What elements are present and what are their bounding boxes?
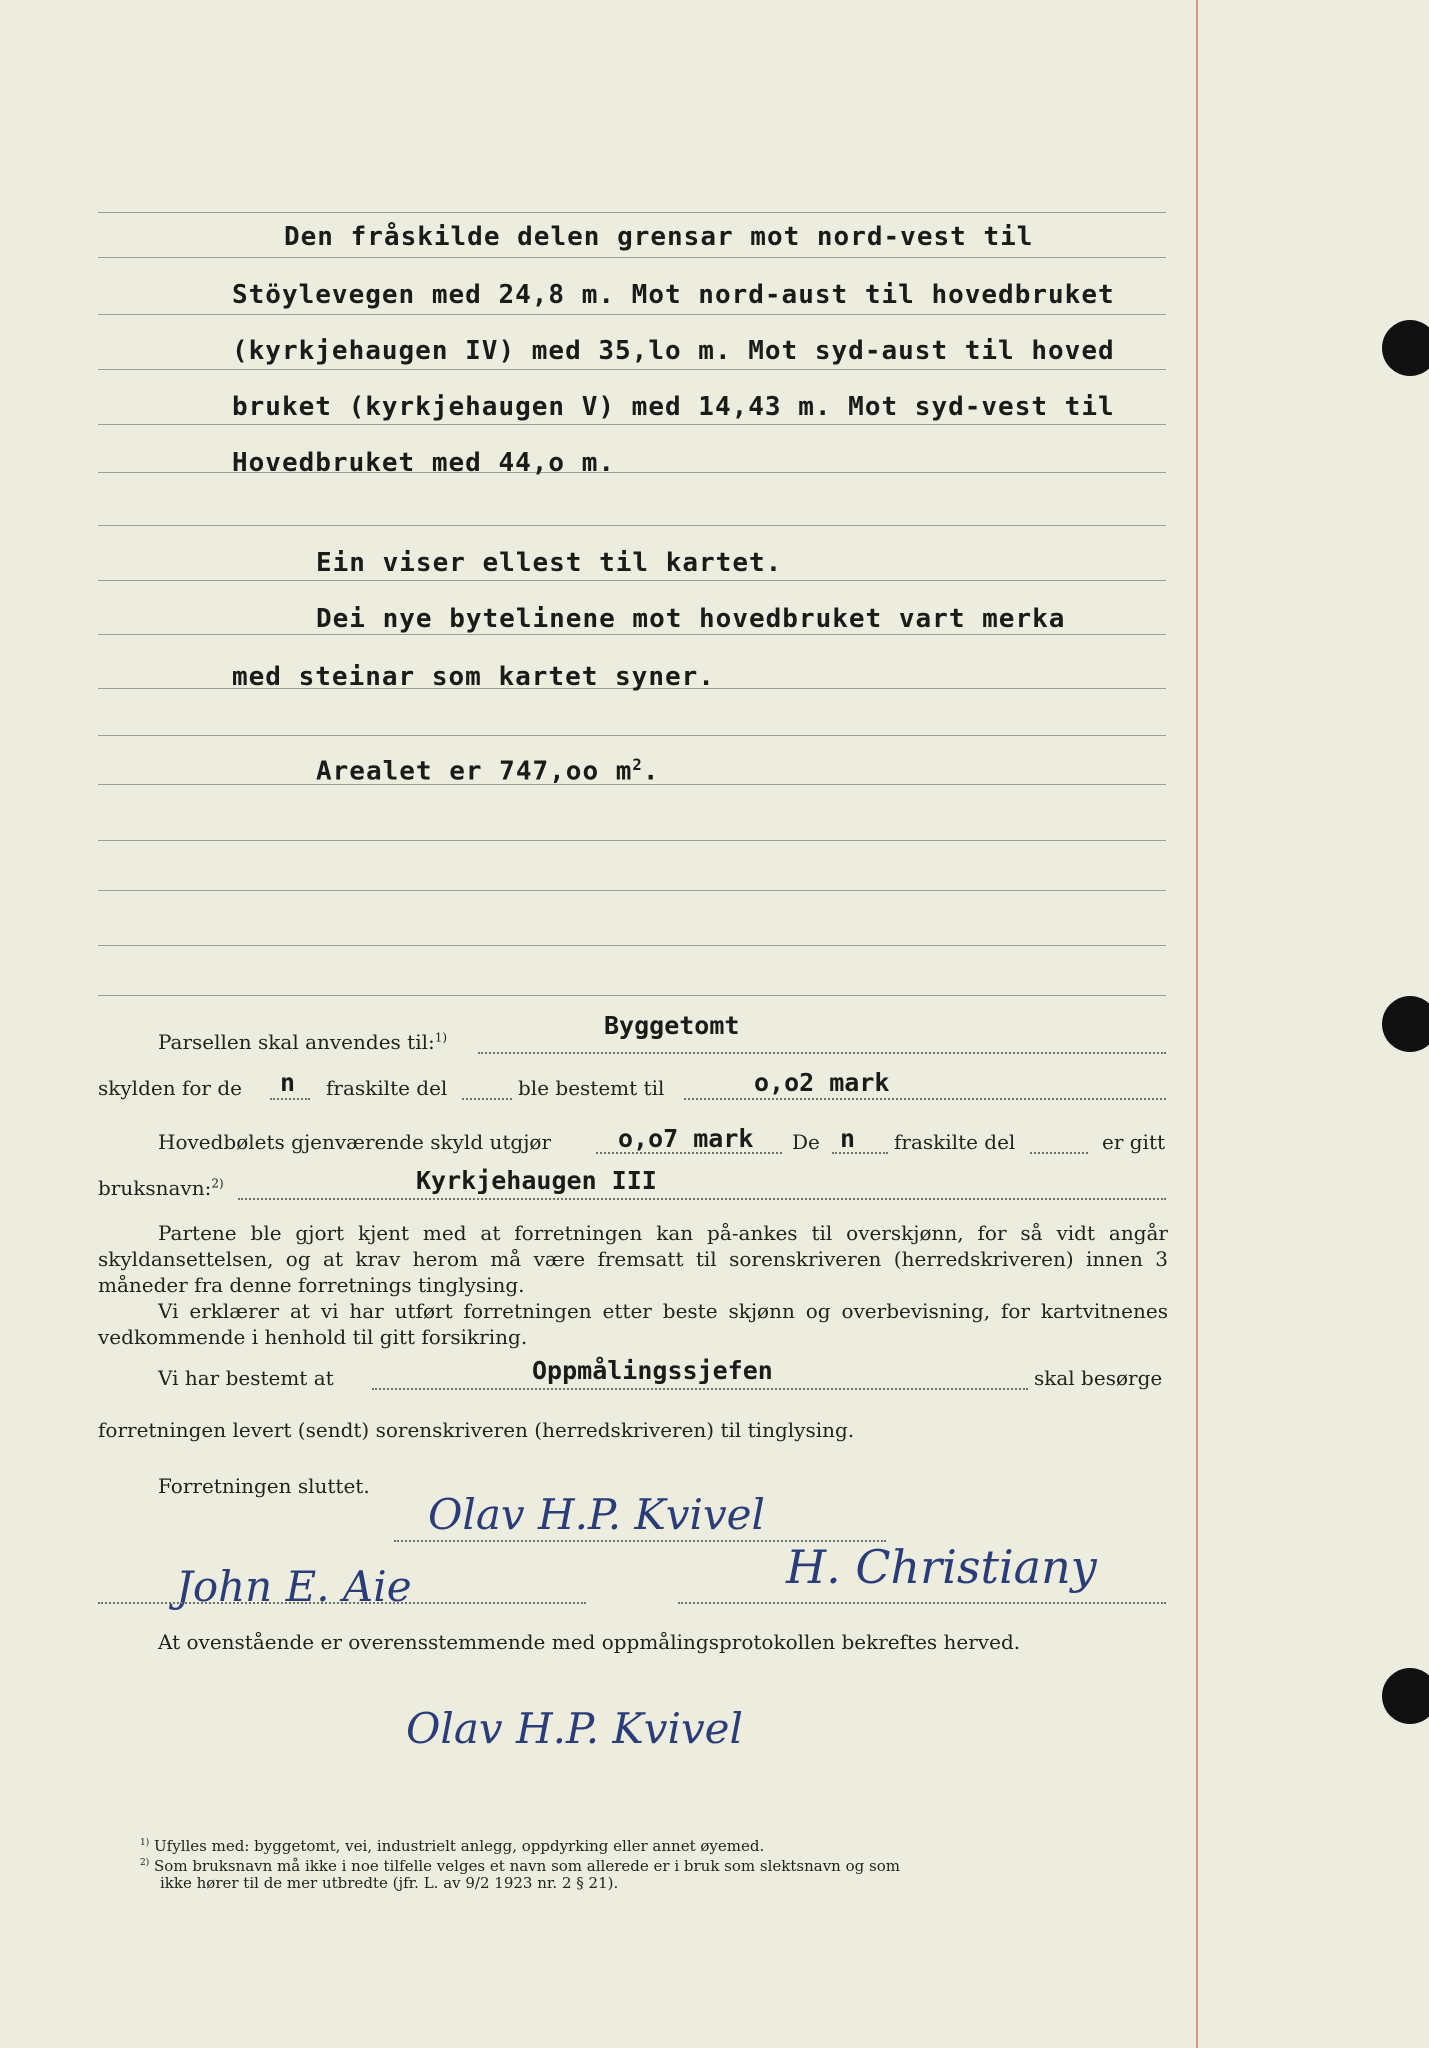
ruled-line xyxy=(98,840,1166,841)
hoved-fraskilte: fraskilte del xyxy=(894,1130,1016,1154)
hoved-gitt: er gitt xyxy=(1102,1130,1166,1154)
bruksnavn-dotted-line xyxy=(238,1198,1166,1200)
typed-line-1: Den fråskilde delen grensar mot nord-vest til xyxy=(284,222,1034,252)
footnote-2-mark: 2) xyxy=(140,1858,150,1868)
hoved-label: Hovedbølets gjenværende skyld utgjør xyxy=(158,1130,552,1154)
signature-1: Olav H.P. Kvivel xyxy=(428,1490,765,1539)
ruled-line xyxy=(98,424,1166,425)
ruled-line xyxy=(98,580,1166,581)
punch-hole-bottom xyxy=(1382,1668,1429,1724)
signature-line-2 xyxy=(98,1602,586,1604)
bestemt-end: skal besørge xyxy=(1034,1366,1163,1390)
skylden-dotted-2 xyxy=(462,1098,512,1100)
ruled-line xyxy=(98,995,1166,996)
ruled-line xyxy=(98,890,1166,891)
skylden-label-c: ble bestemt til xyxy=(518,1076,665,1100)
ruled-line xyxy=(98,257,1166,258)
levert-line: forretningen levert (sendt) sorenskriveren (herredskriveren) til tinglysing. xyxy=(98,1418,855,1442)
skylden-dotted-1 xyxy=(270,1098,310,1100)
area-statement xyxy=(316,756,659,787)
skylden-n: n xyxy=(280,1068,296,1097)
footnote-2-continued: ikke hører til de mer utbredte (jfr. L. av 9/2 1923 nr. 2 § 21). xyxy=(160,1874,619,1892)
red-margin-line xyxy=(1196,0,1198,2048)
parsellen-value: Byggetomt xyxy=(604,1011,740,1040)
signature-2: John E. Aie xyxy=(176,1562,412,1611)
footnote-1-text: Ufylles med: byggetomt, vei, industrielt anlegg, oppdyrking eller annet øyemed. xyxy=(154,1837,765,1855)
footnote-ref-2: 2) xyxy=(211,1176,224,1191)
punch-hole-middle xyxy=(1382,996,1429,1052)
bestemt-label: Vi har bestemt at xyxy=(158,1366,334,1390)
skylden-dotted-3 xyxy=(684,1098,1166,1100)
area-text: Arealet er 747,oo m xyxy=(316,756,633,787)
signature-4: Olav H.P. Kvivel xyxy=(406,1704,743,1753)
typed-line-4: bruket (kyrkjehaugen V) med 14,43 m. Mot syd-vest til xyxy=(232,392,1115,422)
parsellen-label xyxy=(158,1030,447,1054)
bruksnavn-label-text: bruksnavn: xyxy=(98,1176,212,1200)
footnote-2 xyxy=(140,1854,900,1875)
hoved-n: n xyxy=(840,1124,856,1153)
bruksnavn-value: Kyrkjehaugen III xyxy=(416,1166,657,1195)
typed-line-8: med steinar som kartet syner. xyxy=(232,662,715,692)
hoved-dotted-2 xyxy=(832,1152,888,1154)
skylden-label-a: skylden for de xyxy=(98,1076,242,1100)
ruled-line xyxy=(98,634,1166,635)
parsellen-dotted-line xyxy=(478,1052,1166,1054)
area-superscript: 2 xyxy=(632,756,643,774)
ruled-line xyxy=(98,525,1166,526)
ruled-line xyxy=(98,369,1166,370)
hoved-dotted-3 xyxy=(1030,1152,1088,1154)
footnote-2-text-a: Som bruksnavn må ikke i noe tilfelle velges et navn som allerede er i bruk som slektsnavn og som xyxy=(154,1857,900,1875)
bestemt-dotted-line xyxy=(372,1388,1028,1390)
signature-line-3 xyxy=(678,1602,1166,1604)
hoved-value: o,o7 mark xyxy=(618,1124,754,1153)
footnote-1-mark: 1) xyxy=(140,1838,150,1848)
area-end: . xyxy=(642,756,660,787)
footnote-1 xyxy=(140,1834,764,1855)
skylden-label-b: fraskilte del xyxy=(326,1076,448,1100)
typed-line-3: (kyrkjehaugen IV) med 35,lo m. Mot syd-aust til hoved xyxy=(232,336,1115,366)
ruled-line xyxy=(98,945,1166,946)
bruksnavn-label xyxy=(98,1176,224,1200)
signature-3: H. Christiany xyxy=(786,1540,1097,1594)
typed-line-6: Ein viser ellest til kartet. xyxy=(316,548,783,578)
typed-line-2: Stöylevegen med 24,8 m. Mot nord-aust til hovedbruket xyxy=(232,280,1115,310)
erklaerer-paragraph: Vi erklærer at vi har utført forretningen etter beste skjønn og overbevisning, for kartvitnenes vedkommende i henhold til gitt forsikring. xyxy=(98,1299,1168,1349)
sluttet-line: Forretningen sluttet. xyxy=(158,1474,370,1498)
skylden-value: o,o2 mark xyxy=(754,1068,890,1097)
ruled-line xyxy=(98,735,1166,736)
punch-hole-top xyxy=(1382,320,1429,376)
typed-line-5: Hovedbruket med 44,o m. xyxy=(232,448,616,478)
partene-paragraph: Partene ble gjort kjent med at forretningen kan på-ankes til overskjønn, for så vidt angår skyldansettelsen, og at krav herom må være fremsatt til sorenskriveren (herredskriveren) innen 3 måneder fra denne forretnings tinglysing. xyxy=(98,1221,1168,1297)
bestemt-value: Oppmålingssjefen xyxy=(532,1356,773,1385)
footnote-ref-1: 1) xyxy=(434,1030,448,1045)
parsellen-label-text: Parsellen skal anvendes til: xyxy=(158,1030,435,1054)
ruled-line xyxy=(98,314,1166,315)
typed-line-7: Dei nye bytelinene mot hovedbruket vart merka xyxy=(316,604,1066,634)
bekreftes-line: At ovenstående er overensstemmende med oppmålingsprotokollen bekreftes herved. xyxy=(158,1630,1021,1654)
ruled-line xyxy=(98,212,1166,213)
hoved-de: De xyxy=(792,1130,820,1154)
